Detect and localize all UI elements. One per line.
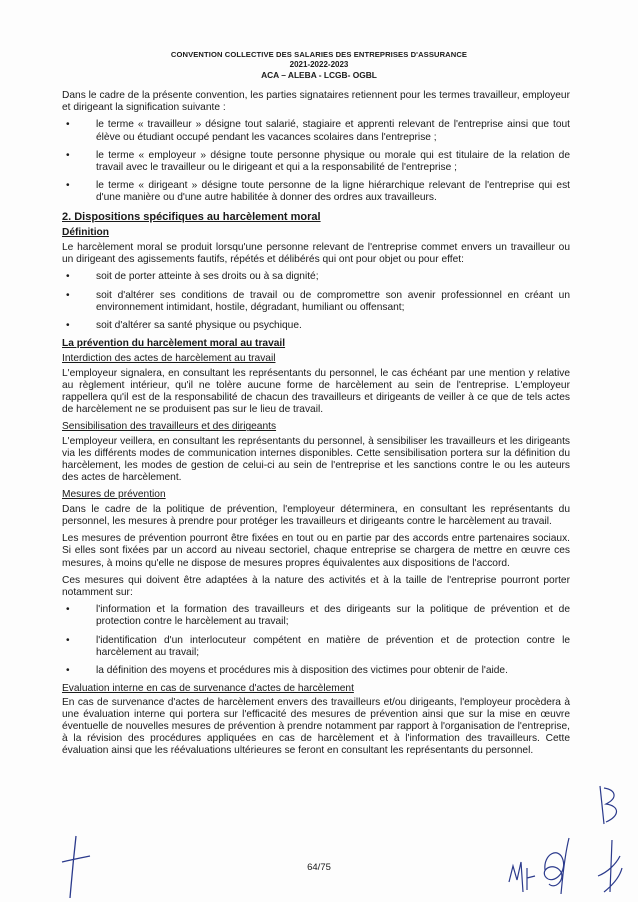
signature-right-top-icon — [590, 780, 630, 900]
bullet-icon: • — [66, 180, 70, 192]
list-item-text: l'information et la formation des travailleurs et des dirigeants sur la politique de prévention et de protection contre le harcèlement au travail; — [96, 604, 570, 628]
list-item-text: soit de porter atteinte à ses droits ou à sa dignité; — [96, 271, 319, 283]
intro-bullet-list — [62, 119, 570, 204]
evaluation-heading: Evaluation interne en cas de survenance d'actes de harcèlement — [62, 683, 354, 695]
mesures-paragraph-1: Dans le cadre de la politique de prévention, l'employeur déterminera, en consultant les représentants du personnel, les mesures à prendre pour protéger les travailleurs et dirigeants contre le harcèlement au travail. — [62, 503, 570, 527]
evaluation-paragraph: En cas de survenance d'actes de harcèlement envers des travailleurs et/ou dirigeants, l'employeur procèdera à une évaluation interne qui portera sur l'efficacité des mesures de prévention ainsi que sur la mise en œuvre éventuelle de nouvelles mesures de prévention à prendre notamment par rapport à l'organisation de l'entreprise, à la révision des procédures appliquées en cas de harcèlement et à l'information des travailleurs. Cette évaluation ainsi que les réévaluations ultérieures se feront en consultant les représentants du personnel. — [62, 697, 570, 756]
list-item-text: l'identification d'un interlocuteur compétent en matière de prévention et de protection contre le harcèlement au travail; — [96, 634, 570, 658]
header-title: CONVENTION COLLECTIVE DES SALARIES DES ENTREPRISES D'ASSURANCE — [170, 50, 468, 59]
mesures-paragraph-3: Ces mesures qui doivent être adaptées à la nature des activités et à la taille de l'entreprise pourront porter notamment sur: — [62, 574, 570, 598]
list-item-text: soit d'altérer ses conditions de travail ou de compromettre son avenir professionnel en créant un environnement intimidant, hostile, dégradant, humiliant ou offensant; — [96, 289, 570, 313]
bullet-icon: • — [66, 604, 70, 616]
list-item-text: le terme « travailleur » désigne tout salarié, stagiaire et apprenti relevant de l'entreprise ainsi que tout élève ou étudiant occupé pendant les vacances scolaires dans l'entreprise ; — [96, 119, 570, 143]
bullet-icon: • — [66, 320, 70, 332]
bullet-icon: • — [66, 634, 70, 646]
list-item — [62, 320, 570, 332]
header-years: 2021-2022-2023 — [289, 60, 349, 69]
list-item — [62, 150, 570, 174]
mesures-heading: Mesures de prévention — [62, 489, 166, 501]
page-number: 64/75 — [307, 862, 331, 873]
list-item — [62, 180, 570, 204]
list-item — [62, 665, 570, 677]
interdiction-paragraph: L'employeur signalera, en consultant les représentants du personnel, le cas échéant par une mention y relative au règlement intérieur, qu'il ne tolère aucune forme de harcèlement au sein de l'entreprise. L'employeur rappellera qu'il est de la responsabilité de chacun des travailleurs et dirigeants de veiller à ce que de tels actes de harcèlement ne se produisent pas sur le lieu de travail. — [62, 367, 570, 416]
mesures-paragraph-2: Les mesures de prévention pourront être fixées en tout ou en partie par des accords entre partenaires sociaux. Si elles sont fixées par un accord au niveau sectoriel, chaque entreprise se chargera de mettre en œuvre ces mesures, à moins qu'elle ne dispose de mesures propres équivalentes aux dispositions de l'accord. — [62, 533, 570, 569]
intro-paragraph: Dans le cadre de la présente convention, les parties signataires retiennent pour les termes travailleur, employeur et dirigeant la signification suivante : — [62, 90, 570, 114]
sensibilisation-heading: Sensibilisation des travailleurs et des dirigeants — [62, 421, 277, 433]
list-item-text: soit d'altérer sa santé physique ou psychique. — [96, 320, 302, 332]
prevention-heading: La prévention du harcèlement moral au travail — [62, 338, 286, 350]
interdiction-heading: Interdiction des actes de harcèlement au travail — [62, 353, 276, 365]
document-body — [62, 90, 570, 761]
definition-bullet-list — [62, 271, 570, 332]
list-item — [62, 604, 570, 628]
list-item-text: le terme « dirigeant » désigne toute personne de la ligne hiérarchique relevant de l'entreprise qui est d'une manière ou d'une autre habilitée à donner des ordres aux travailleurs. — [96, 180, 570, 204]
definition-heading: Définition — [62, 226, 109, 238]
section-2-heading: 2. Dispositions spécifiques au harcèlement moral — [62, 210, 321, 223]
bullet-icon: • — [66, 119, 70, 131]
bullet-icon: • — [66, 271, 70, 283]
list-item — [62, 271, 570, 283]
list-item-text: la définition des moyens et procédures mis à disposition des victimes pour obtenir de l'aide. — [96, 664, 508, 676]
definition-paragraph: Le harcèlement moral se produit lorsqu'une personne relevant de l'entreprise commet envers un travailleur ou un dirigeant des agissements fautifs, répétés et délibérés qui ont pour objet ou pour effet: — [62, 242, 570, 266]
bullet-icon: • — [66, 149, 70, 161]
bullet-icon: • — [66, 664, 70, 676]
bullet-icon: • — [66, 289, 70, 301]
signature-left-icon — [56, 834, 96, 900]
list-item — [62, 290, 570, 314]
mesures-bullet-list — [62, 604, 570, 677]
signature-right-bottom-icon — [505, 832, 585, 898]
header-parties: ACA – ALEBA - LCGB- OGBL — [261, 70, 377, 80]
list-item — [62, 119, 570, 143]
sensibilisation-paragraph: L'employeur veillera, en consultant les représentants du personnel, à sensibiliser les travailleurs et les dirigeants via les différents modes de communication internes disponibles. Cette sensibilisation portera sur la définition du harcèlement, les modes de gestion de celui-ci au sein de l'entreprise et les sanctions contre le ou les auteurs des actes de harcèlement. — [62, 435, 570, 484]
list-item — [62, 635, 570, 659]
list-item-text: le terme « employeur » désigne toute personne physique ou morale qui est titulaire de la relation de travail avec le travailleur ou le dirigeant et qui a la responsabilité de l'entreprise ; — [96, 149, 570, 174]
